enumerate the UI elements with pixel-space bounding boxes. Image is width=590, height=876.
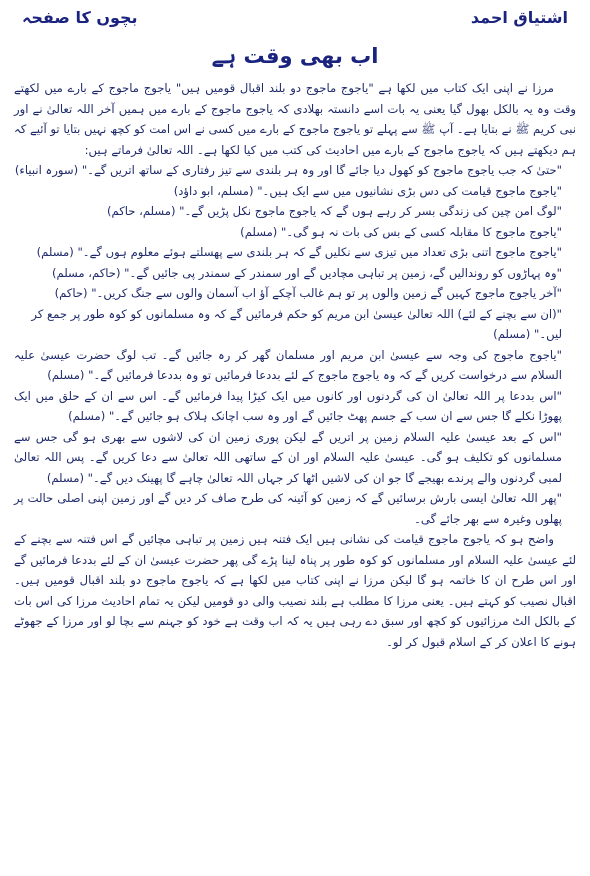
quote-item: "یاجوج ماجوج اتنی بڑی تعداد میں تیزی سے نکلیں گے کہ ہر بلندی سے پھسلتے ہوئے معلوم ہوں گے۔" (مسلم) [36, 245, 562, 259]
author-name: اشتیاق احمد [470, 8, 568, 27]
quote-item: "آخر یاجوج ماجوج کہیں گے زمین والوں پر تو ہم غالب آچکے آؤ اب آسمان والوں سے جنگ کریں۔" (حاکم) [54, 286, 562, 300]
quote-item: "(ان سے بچنے کے لئے) اللہ تعالیٰ عیسیٰ ابن مریم کو حکم فرمائیں گے کہ وہ مسلمانوں کو کوہ طور پر جمع کر لیں۔" (مسلم) [31, 306, 562, 341]
quote-item: "اس بددعا پر اللہ تعالیٰ ان کی گردنوں اور کانوں میں ایک کیڑا پیدا فرمائیں گے۔ اس سے ان کے حلق میں ایک پھوڑا نکلے گا جس سے ان سب کے جسم پھٹ جائیں گے اور وہ سب اچانک ہلاک ہو جائیں گے۔" (مسلم) [14, 388, 562, 423]
quote-item: "وہ پہاڑوں کو روندالیں گے، زمین پر تباہی مچادیں گے اور سمندر کے سمندر پی جائیں گے۔" (حاکم، مسلم) [51, 265, 562, 280]
conclusion-paragraph: واضح ہو کہ یاجوج ماجوج قیامت کی نشانی ہیں ایک فتنہ ہیں زمین پر تباہی مچائیں گے اس فتنہ سے بچنے کے لئے عیسیٰ علیہ السلام اور مسلمانوں کو کوہ طور پر پناہ لینا پڑے گی پھر حضرت عیسیٰ ان کے لئے بددعا فرمائیں گے اور اس طرح ان کا خاتمہ ہو گا لیکن مرزا نے اپنی کتاب میں لکھا ہے کہ یاجوج ماجوج دو بلند اقبال قومیں ہیں۔ اقبال نصیب کو کہتے ہیں۔ یعنی مرزا کا مطلب ہے بلند نصیب والی دو قومیں لیکن یہ تمام احادیث مرزا کی اس بات کے بالکل الٹ مرزائیوں کو کچھ اور سبق دے رہی ہیں یہ کہ اب وقت ہے خود کو جہنم سے بچا لو اور مرزا کے جھوٹے ہونے کا اعلان کر کے اسلام قبول کر لو۔ [14, 532, 576, 649]
quote-item: "یاجوج ماجوج کا مقابلہ کسی کے بس کی بات نہ ہو گی۔" (مسلم) [240, 224, 562, 239]
quote-item: "یاجوج ماجوج کی وجہ سے عیسیٰ ابن مریم اور مسلمان گھر کر رہ جائیں گے۔ تب لوگ حضرت عیسیٰ علیہ السلام سے درخواست کریں گے کہ وہ یاجوج ماجوج کے لئے بددعا فرمائیں تو وہ بددعا فرمائیں گے۔" (مسلم) [14, 347, 562, 382]
quote-item: "لوگ امن چین کی زندگی بسر کر رہے ہوں گے کہ یاجوج ماجوج نکل پڑیں گے۔" (مسلم، حاکم) [106, 204, 562, 218]
article-title: اب بھی وقت ہے [211, 44, 379, 68]
section-title: بچوں کا صفحہ [22, 8, 138, 27]
quote-paragraph-rain: "پھر اللہ تعالیٰ ایسی بارش برسائیں گے کہ زمین کو آئینہ کی طرح صاف کر دیں گے اور زمین اپنی اصلی حالت پر پھلوں وغیرہ سے بھر جائے گی۔ [14, 491, 562, 526]
intro-paragraph: مرزا نے اپنی ایک کتاب میں لکھا ہے "یاجوج ماجوج دو بلند اقبال قومیں ہیں" یاجوج ماجوج کے بارے میں لکھتے وقت وہ یہ بالکل بھول گیا یعنی یہ بات اسے دانستہ بھلادی کہ یاجوج ماجوج کے بارے میں ہمیں آخر اللہ تعالیٰ نے اور نبی کریم ﷺ نے بتایا ہے۔ آپ ﷺ سے پہلے تو یاجوج ماجوج کے بارے میں کسی نے اس امت کو کچھ نہیں بتایا تو آئیے کہ ہم دیکھتے ہیں کہ یاجوج ماجوج کے بارے میں احادیث کی کتب میں کیا لکھا ہے۔ اللہ تعالیٰ فرماتے ہیں: [14, 81, 576, 157]
hadith-quotes [14, 160, 576, 427]
quote-item: "یاجوج ماجوج قیامت کی دس بڑی نشانیوں میں سے ایک ہیں۔" (مسلم، ابو داؤد) [173, 183, 562, 198]
page-header [14, 6, 576, 36]
quote-item: "حتیٰ کہ جب یاجوج ماجوج کو کھول دیا جائے گا اور وہ ہر بلندی سے تیز رفتاری کے ساتھ اتریں گے۔" (سورہ انبیاء) [14, 163, 562, 177]
quote-paragraph-burial: "اس کے بعد عیسیٰ علیہ السلام زمین پر اتریں گے لیکن پوری زمین ان کی لاشوں سے بھری ہو گی جس سے مسلمانوں کو تکلیف ہو گی۔ عیسیٰ علیہ السلام اور ان کے ساتھی اللہ تعالیٰ سے دعا کریں گے۔ پس اللہ تعالیٰ لمبی گردنوں والے پرندے بھیجے گا جو ان کی لاشیں اٹھا کر جہاں اللہ تعالیٰ چاہے گا پھینک دیں گے۔" (مسلم) [14, 429, 562, 485]
article-body [14, 78, 576, 652]
